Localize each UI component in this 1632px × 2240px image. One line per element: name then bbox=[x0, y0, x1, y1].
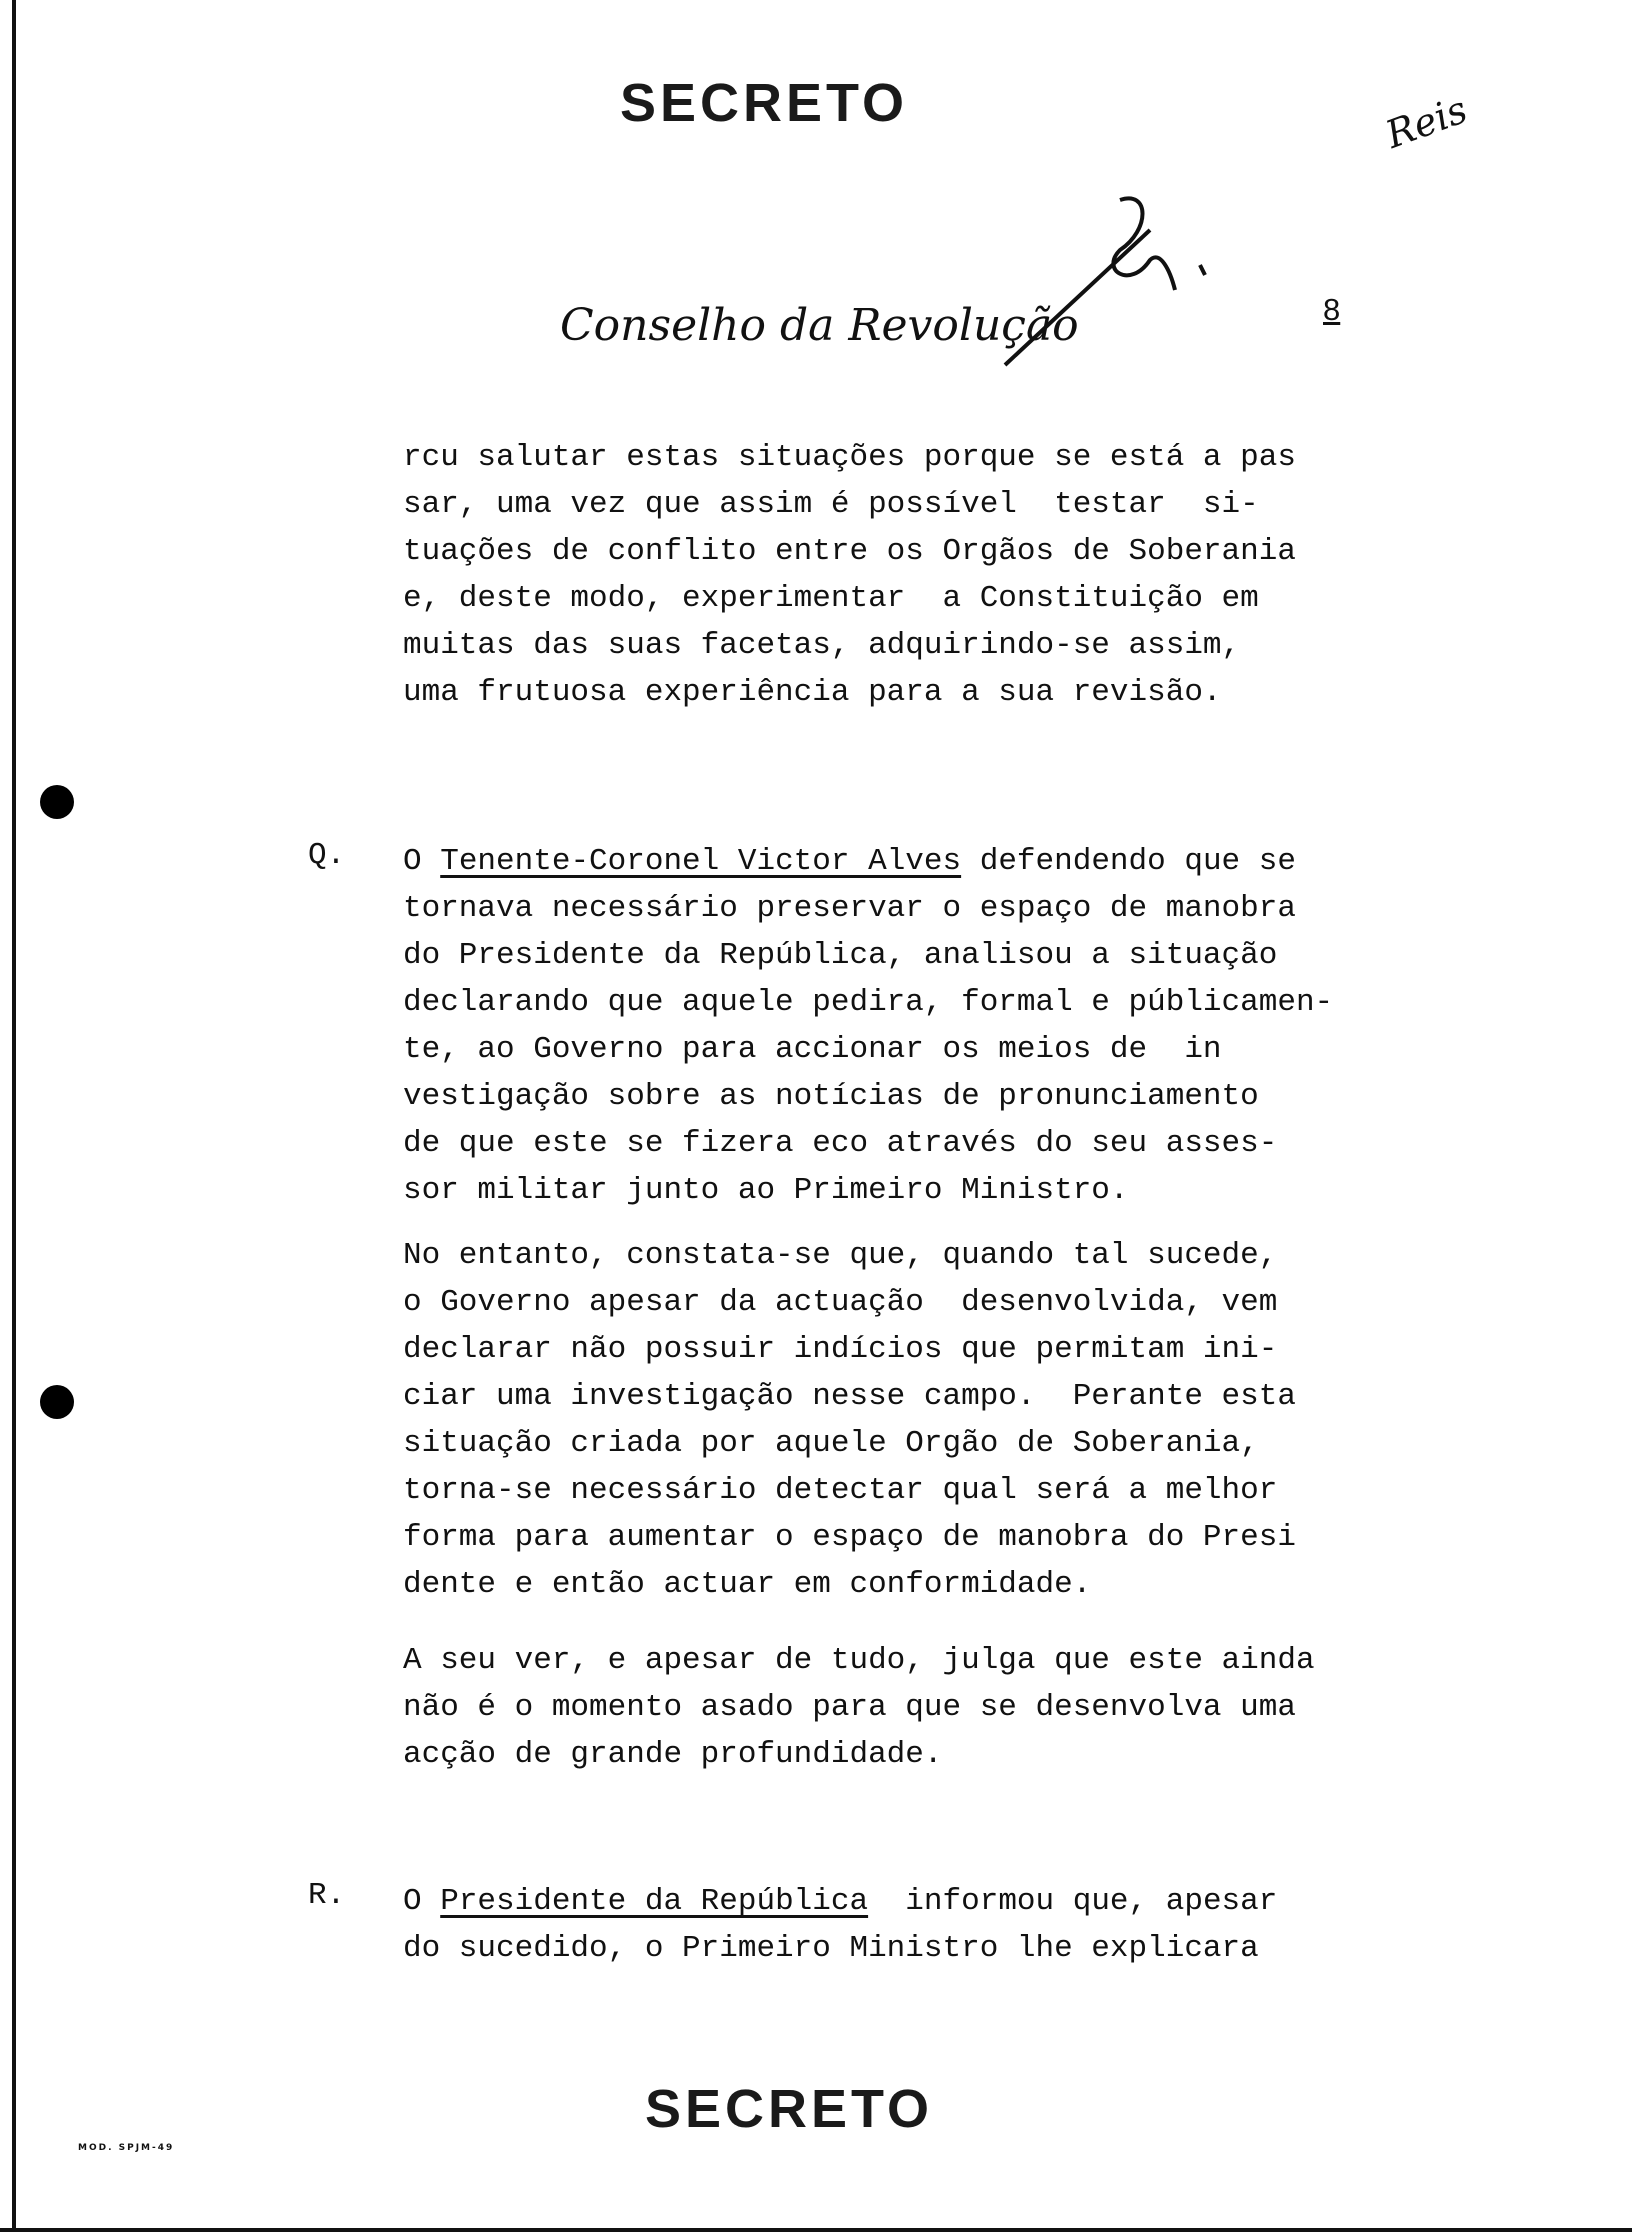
section-q bbox=[403, 838, 1333, 1214]
scan-edge-left bbox=[12, 0, 16, 2230]
section-q-paragraph-2 bbox=[403, 1232, 1333, 1608]
secret-stamp-top: SECRETO bbox=[620, 73, 909, 133]
section-label-r: R. bbox=[308, 1878, 346, 1913]
text-line: tuações de conflito entre os Orgãos de Soberania bbox=[403, 534, 1296, 569]
text: O bbox=[403, 1884, 441, 1919]
text-line: muitas das suas facetas, adquirindo-se assim, bbox=[403, 628, 1241, 663]
paragraph-continuation bbox=[403, 434, 1333, 716]
punch-hole bbox=[40, 785, 74, 819]
text: informou que, apesar bbox=[868, 1884, 1278, 1919]
section-q-paragraph-3 bbox=[403, 1637, 1333, 1778]
text-line: do Presidente da República, analisou a situação bbox=[403, 938, 1278, 973]
text-line: do sucedido, o Primeiro Ministro lhe explicara bbox=[403, 1931, 1259, 1966]
text-line: sar, uma vez que assim é possível testar si- bbox=[403, 487, 1259, 522]
text-line: e, deste modo, experimentar a Constituição em bbox=[403, 581, 1259, 616]
letterhead: Conselho da Revolução bbox=[560, 300, 1079, 351]
text-line: ciar uma investigação nesse campo. Perante esta bbox=[403, 1379, 1296, 1414]
signature-icon bbox=[1000, 190, 1230, 370]
text-line: tornava necessário preservar o espaço de manobra bbox=[403, 891, 1296, 926]
text-line: situação criada por aquele Orgão de Soberania, bbox=[403, 1426, 1259, 1461]
text-line: de que este se fizera eco através do seu asses- bbox=[403, 1126, 1278, 1161]
text-line: No entanto, constata-se que, quando tal sucede, bbox=[403, 1238, 1278, 1273]
scan-edge-bottom bbox=[0, 2228, 1632, 2232]
page-number: 8 bbox=[1323, 292, 1341, 327]
text-line: forma para aumentar o espaço de manobra do Presi bbox=[403, 1520, 1296, 1555]
text-line: declarar não possuir indícios que permitam ini- bbox=[403, 1332, 1278, 1367]
text-line: não é o momento asado para que se desenvolva uma bbox=[403, 1690, 1296, 1725]
text-line: torna-se necessário detectar qual será a melhor bbox=[403, 1473, 1278, 1508]
text-line: sor militar junto ao Primeiro Ministro. bbox=[403, 1173, 1129, 1208]
section-label-q: Q. bbox=[308, 838, 346, 873]
punch-hole bbox=[40, 1385, 74, 1419]
text-line: rcu salutar estas situações porque se está a pas bbox=[403, 440, 1296, 475]
text-line: o Governo apesar da actuação desenvolvida, vem bbox=[403, 1285, 1278, 1320]
speaker-name: Presidente da República bbox=[440, 1884, 869, 1919]
text-line: declarando que aquele pedira, formal e públicamen- bbox=[403, 985, 1334, 1020]
secret-stamp-bottom: SECRETO bbox=[645, 2079, 934, 2139]
text-line: te, ao Governo para accionar os meios de in bbox=[403, 1032, 1222, 1067]
section-r bbox=[403, 1878, 1333, 1972]
form-code: MOD. SPJM-49 bbox=[78, 2143, 175, 2153]
text: defendendo que se bbox=[961, 844, 1296, 879]
text-line bbox=[403, 1878, 1333, 1925]
speaker-name: Tenente-Coronel Victor Alves bbox=[440, 844, 962, 879]
text-line: vestigação sobre as notícias de pronunciamento bbox=[403, 1079, 1259, 1114]
text-line bbox=[403, 838, 1333, 885]
text-line: dente e então actuar em conformidade. bbox=[403, 1567, 1092, 1602]
text: O bbox=[403, 844, 441, 879]
text-line: acção de grande profundidade. bbox=[403, 1737, 943, 1772]
text-line: A seu ver, e apesar de tudo, julga que este ainda bbox=[403, 1643, 1315, 1678]
handwritten-initials: Reis bbox=[1379, 87, 1473, 157]
text-line: uma frutuosa experiência para a sua revisão. bbox=[403, 675, 1222, 710]
